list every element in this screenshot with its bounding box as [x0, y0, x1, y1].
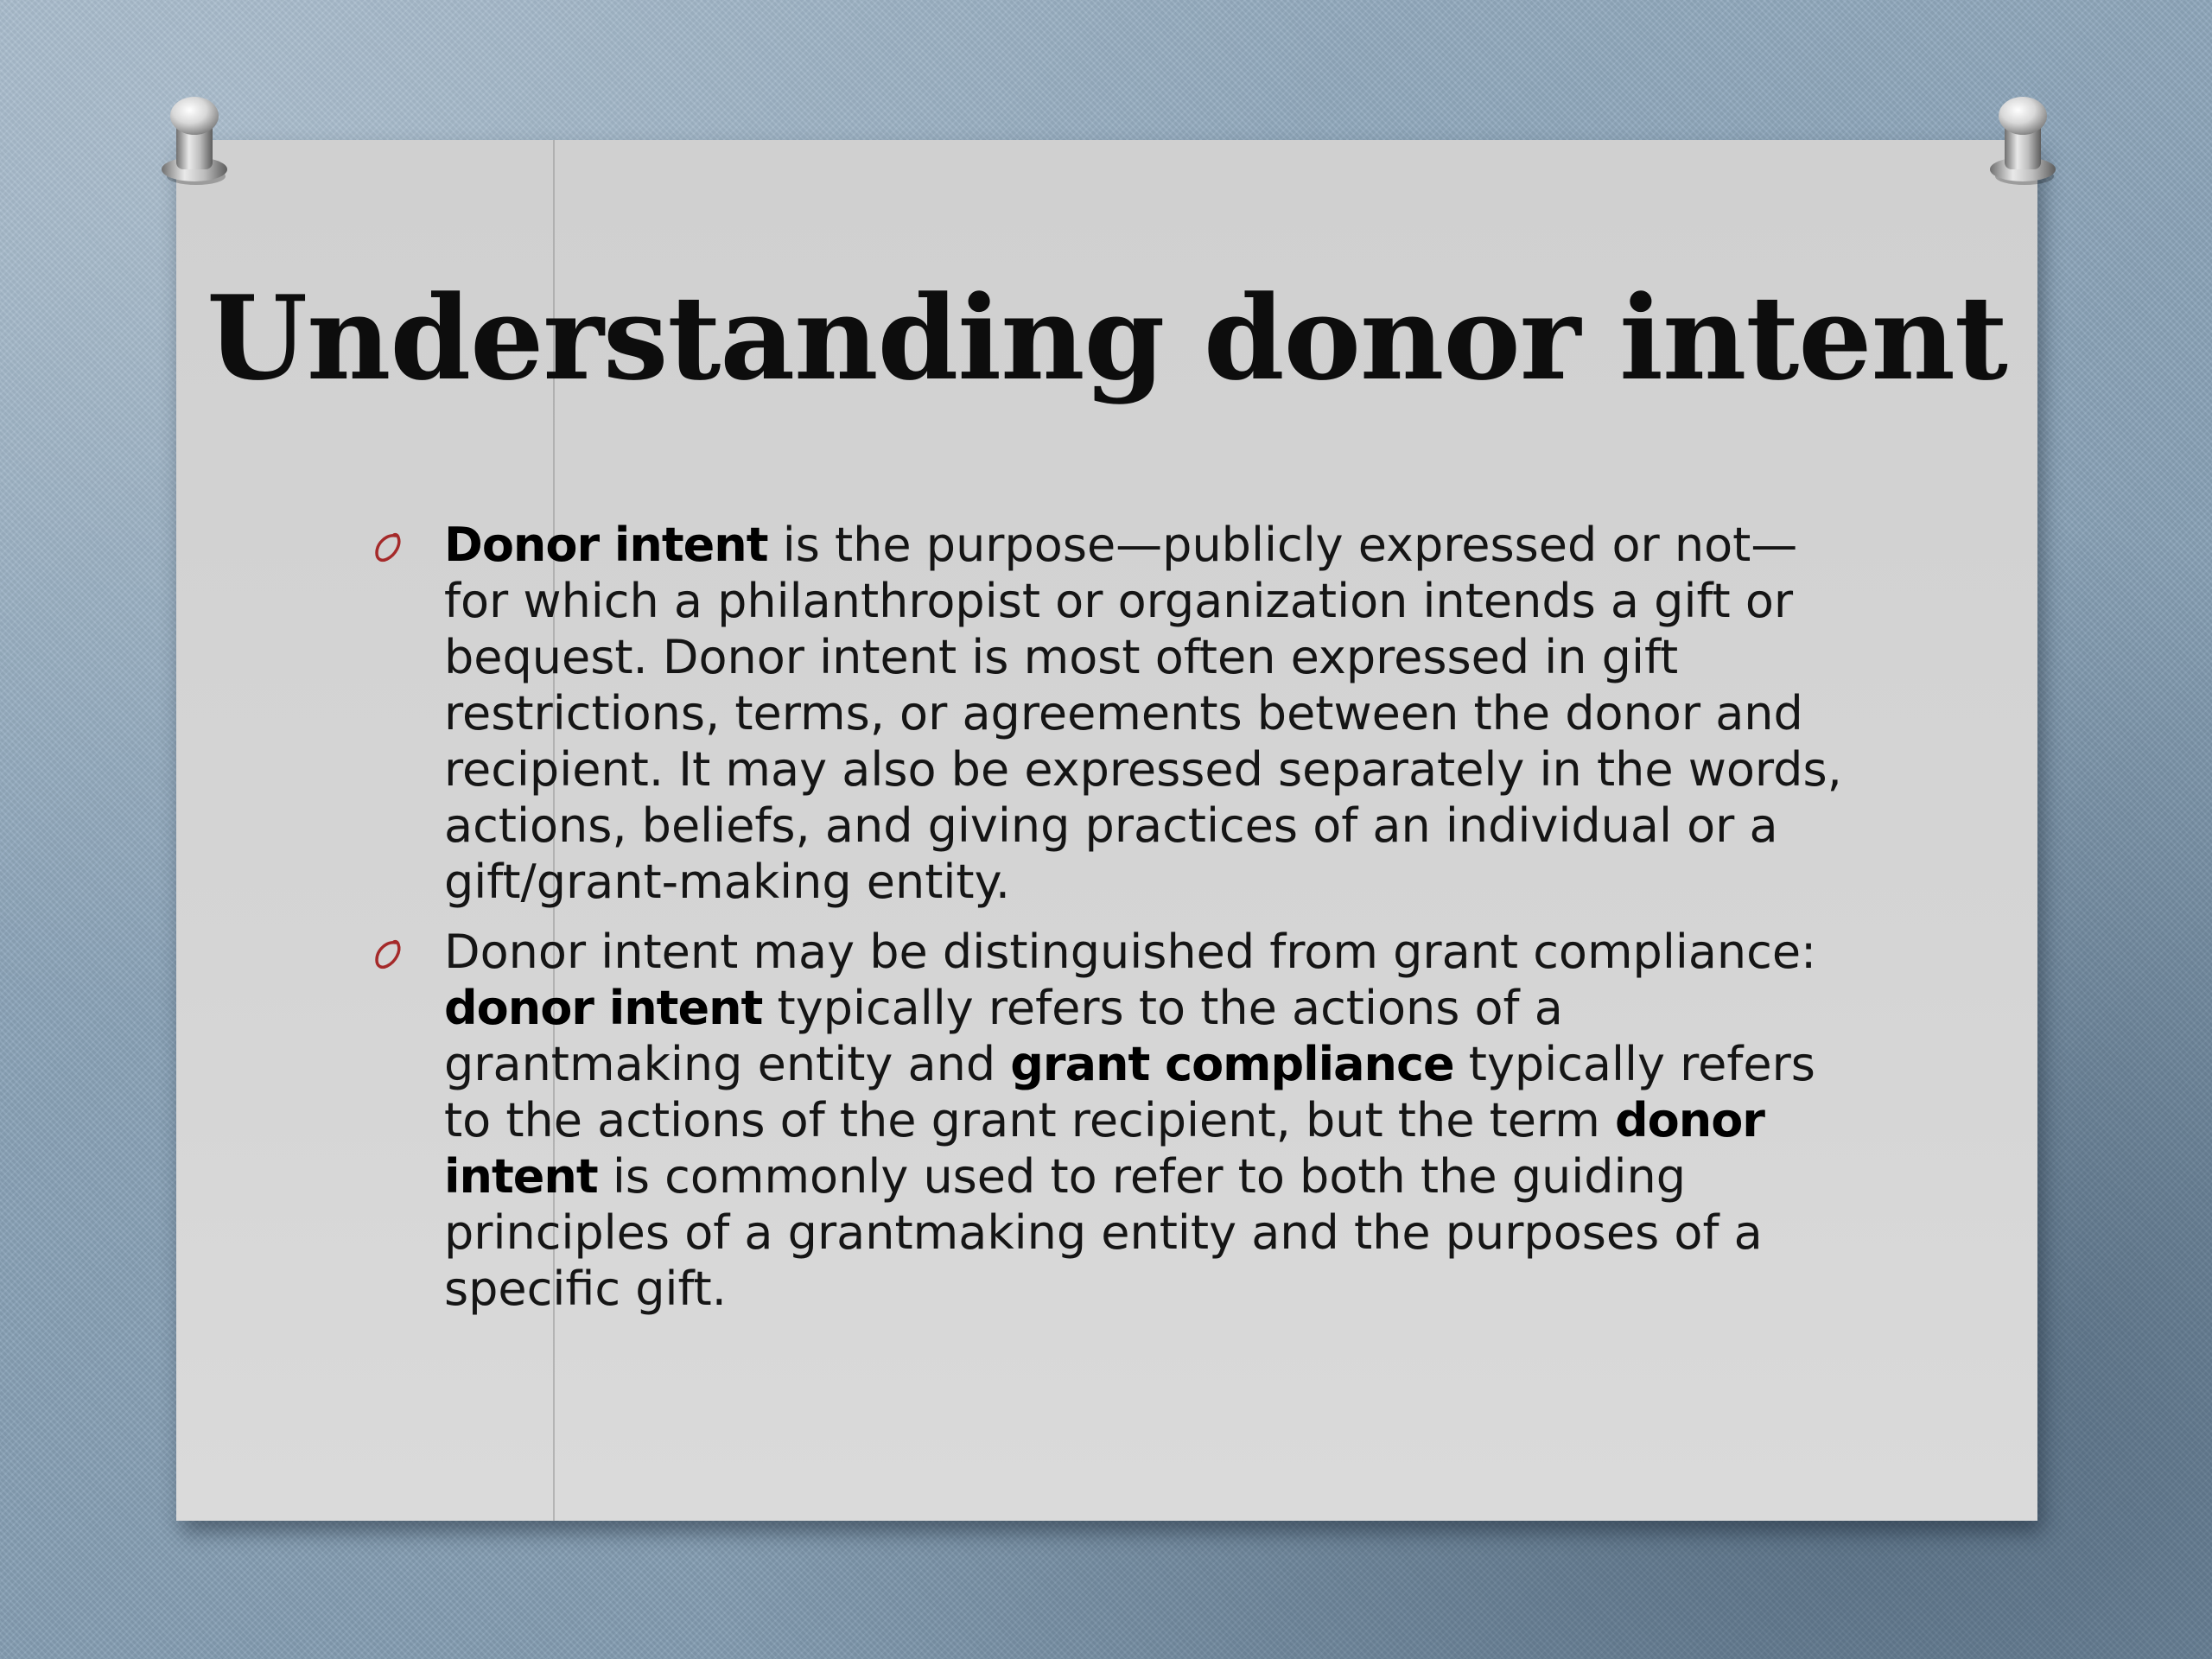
bullet-text-bold: grant compliance	[1010, 1037, 1454, 1091]
script-o-bullet-icon	[372, 531, 408, 565]
bullet-item	[372, 924, 1858, 1317]
bullet-text: typically refers to the actions of the grant recipient, but the term	[444, 1037, 1815, 1147]
pushpin-icon	[157, 90, 232, 187]
bullet-text-bold: donor intent	[444, 1093, 1764, 1204]
bullet-text: is commonly used to refer to both the guiding principles of a grantmaking entity and the purposes of a specific gift.	[444, 1149, 1763, 1316]
bullet-list	[372, 517, 1858, 1331]
bullet-text-bold: Donor intent	[444, 518, 768, 572]
slide-title: Understanding donor intent	[207, 270, 2007, 406]
bullet-text: Donor intent may be distinguished from grant compliance:	[444, 925, 1817, 979]
pushpin-icon	[1986, 90, 2060, 187]
bullet-text: typically refers to the actions of a grantmaking entity and	[444, 981, 1563, 1091]
bullet-item	[372, 517, 1858, 910]
bullet-text: is the purpose—publicly expressed or not—for which a philanthropist or organization intends a gift or bequest. Donor intent is most often expressed in gift restrictions, terms, or agreements between the donor and recipient. It may also be expressed separately in the words, actions, beliefs, and giving practices of an individual or a gift/grant-making entity.	[444, 518, 1842, 909]
bullet-text-bold: donor intent	[444, 981, 763, 1035]
script-o-bullet-icon	[372, 938, 408, 972]
